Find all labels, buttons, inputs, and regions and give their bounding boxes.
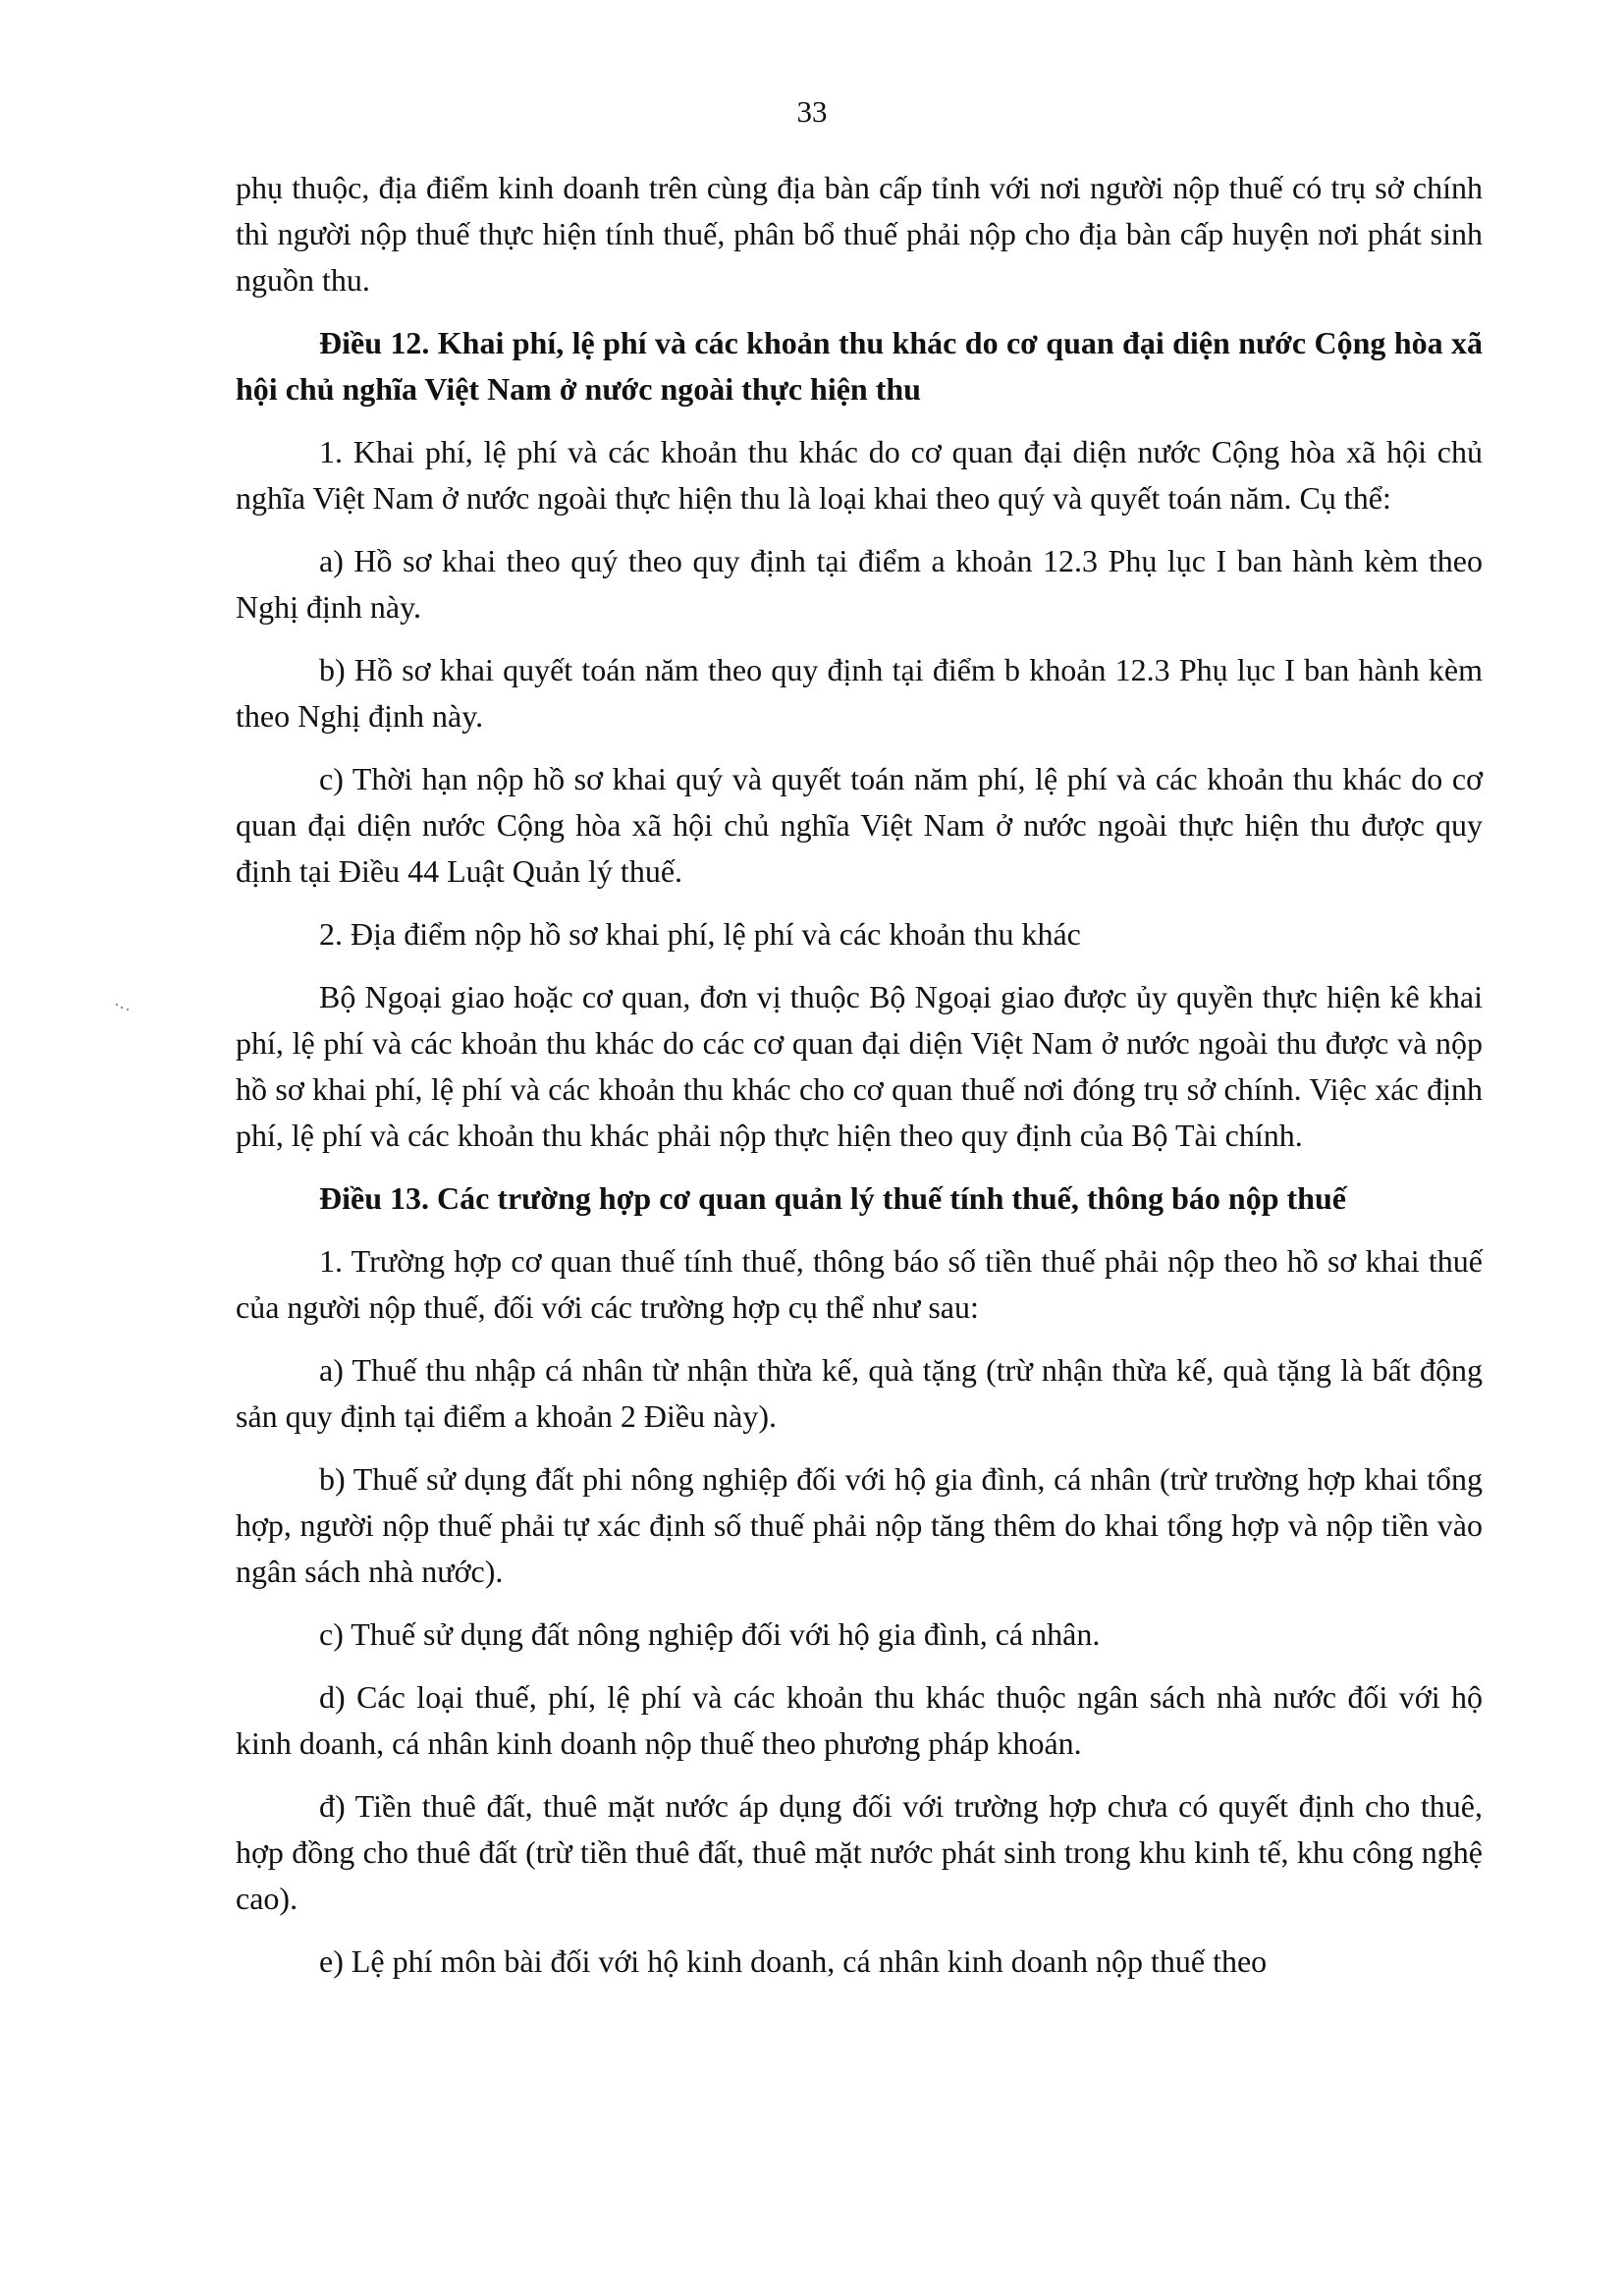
document-body — [236, 165, 1483, 2001]
article-13-clause-1-point-dd: đ) Tiền thuê đất, thuê mặt nước áp dụng đối với trường hợp chưa có quyết định cho thuê, hợp đồng cho thuê đất (trừ tiền thuê đất, thuê mặt nước phát sinh trong khu kinh tế, khu công nghệ cao). — [236, 1788, 1483, 1916]
article-12-clause-1: 1. Khai phí, lệ phí và các khoản thu khác do cơ quan đại diện nước Cộng hòa xã hội chủ nghĩa Việt Nam ở nước ngoài thực hiện thu là loại khai theo quý và quyết toán năm. Cụ thể: — [236, 434, 1483, 516]
article-12-clause-1-point-b: b) Hồ sơ khai quyết toán năm theo quy định tại điểm b khoản 12.3 Phụ lục I ban hành kèm theo Nghị định này. — [236, 652, 1483, 734]
scan-speck — [116, 1004, 134, 1013]
article-13-clause-1-point-a: a) Thuế thu nhập cá nhân từ nhận thừa kế, quà tặng (trừ nhận thừa kế, quà tặng là bất động sản quy định tại điểm a khoản 2 Điều này). — [236, 1352, 1483, 1434]
article-13-clause-1-point-e: e) Lệ phí môn bài đối với hộ kinh doanh, cá nhân kinh doanh nộp thuế theo — [319, 1943, 1268, 1979]
article-12-clause-1-point-c: c) Thời hạn nộp hồ sơ khai quý và quyết toán năm phí, lệ phí và các khoản thu khác do cơ quan đại diện nước Cộng hòa xã hội chủ nghĩa Việt Nam ở nước ngoài thực hiện thu được quy định tại Điều 44 Luật Quản lý thuế. — [236, 761, 1483, 889]
article-13-heading: Điều 13. Các trường hợp cơ quan quản lý thuế tính thuế, thông báo nộp thuế — [319, 1180, 1346, 1216]
article-13-clause-1-point-b: b) Thuế sử dụng đất phi nông nghiệp đối với hộ gia đình, cá nhân (trừ trường hợp khai tổng hợp, người nộp thuế phải tự xác định số thuế phải nộp tăng thêm do khai tổng hợp và nộp tiền vào ngân sách nhà nước). — [236, 1461, 1483, 1589]
article-12-clause-2-body: Bộ Ngoại giao hoặc cơ quan, đơn vị thuộc Bộ Ngoại giao được ủy quyền thực hiện kê khai phí, lệ phí và các khoản thu khác do các cơ quan đại diện Việt Nam ở nước ngoài thu được và nộp hồ sơ khai phí, lệ phí và các khoản thu khác cho cơ quan thuế nơi đóng trụ sở chính. Việc xác định phí, lệ phí và các khoản thu khác phải nộp thực hiện theo quy định của Bộ Tài chính. — [236, 979, 1483, 1153]
paragraph-continuation: phụ thuộc, địa điểm kinh doanh trên cùng địa bàn cấp tỉnh với nơi người nộp thuế có trụ sở chính thì người nộp thuế thực hiện tính thuế, phân bổ thuế phải nộp cho địa bàn cấp huyện nơi phát sinh nguồn thu. — [236, 170, 1483, 298]
article-12-heading: Điều 12. Khai phí, lệ phí và các khoản thu khác do cơ quan đại diện nước Cộng hòa xã hội chủ nghĩa Việt Nam ở nước ngoài thực hiện thu — [236, 325, 1483, 407]
article-13-clause-1-point-d: d) Các loại thuế, phí, lệ phí và các khoản thu khác thuộc ngân sách nhà nước đối với hộ kinh doanh, cá nhân kinh doanh nộp thuế theo phương pháp khoán. — [236, 1679, 1483, 1761]
article-12-clause-1-point-a: a) Hồ sơ khai theo quý theo quy định tại điểm a khoản 12.3 Phụ lục I ban hành kèm theo Nghị định này. — [236, 543, 1483, 625]
article-12-clause-2: 2. Địa điểm nộp hồ sơ khai phí, lệ phí và các khoản thu khác — [319, 916, 1081, 952]
page-number: 33 — [796, 94, 828, 129]
article-13-clause-1: 1. Trường hợp cơ quan thuế tính thuế, thông báo số tiền thuế phải nộp theo hồ sơ khai thuế của người nộp thuế, đối với các trường hợp cụ thể như sau: — [236, 1243, 1483, 1325]
article-13-clause-1-point-c: c) Thuế sử dụng đất nông nghiệp đối với hộ gia đình, cá nhân. — [319, 1616, 1101, 1652]
